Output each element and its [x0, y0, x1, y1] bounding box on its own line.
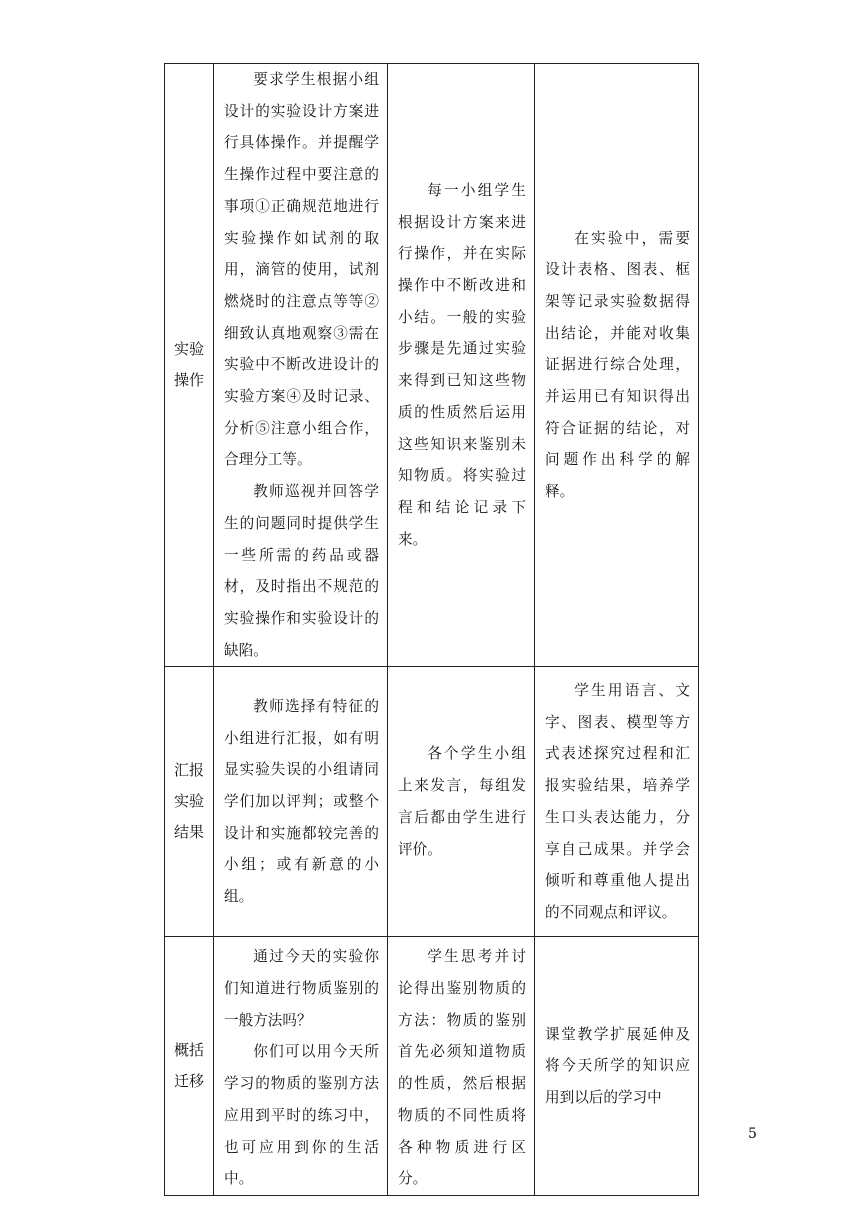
teacher-paragraph: 教师选择有特征的小组进行汇报，如有明显实验失误的小组请同学们加以评判；或整个设计和实施都较完善的小组；或有新意的小组。 [224, 697, 379, 906]
stage-label: 实验 [173, 340, 204, 359]
student-activity-cell [388, 667, 535, 937]
teacher-paragraph: 通过今天的实验你们知道进行物质鉴别的一般方法吗？ [224, 948, 379, 1029]
teacher-activity-cell [214, 667, 388, 937]
stage-label: 实验 [173, 792, 204, 811]
student-activity-cell [388, 937, 535, 1196]
intent-paragraph: 学生用语言、文字、图表、模型等方式表述探究过程和汇报实验结果，培养学生口头表达能力，分享自己成果。并学会倾听和尊重他人提出的不同观点和评议。 [545, 682, 690, 921]
student-paragraph: 各个学生小组上来发言，每组发言后都由学生进行评价。 [398, 745, 526, 858]
design-intent-cell [535, 937, 699, 1196]
lesson-plan-table [164, 63, 699, 1196]
stage-label: 结果 [173, 823, 204, 842]
stage-label: 操作 [173, 371, 204, 390]
student-activity-cell [388, 64, 535, 667]
teacher-paragraph: 要求学生根据小组设计的实验设计方案进行具体操作。并提醒学生操作过程中要注意的事项①正确规范地进行实验操作如试剂的取用，滴管的使用，试剂燃烧时的注意点等等②细致认真地观察③需在实验中不断改进设计的实验方案④及时记录、分析⑤注意小组合作，合理分工等。 [224, 71, 379, 469]
stage-label: 概括 [173, 1041, 204, 1060]
teacher-paragraph: 你们可以用今天所学习的物质的鉴别方法应用到平时的练习中，也可应用到你的生活中。 [224, 1043, 379, 1188]
stage-cell [165, 937, 214, 1196]
design-intent-cell [535, 64, 699, 667]
student-paragraph: 每一小组学生根据设计方案来进行操作，并在实际操作中不断改进和小结。一般的实验步骤是先通过实验来得到已知这些物质的性质然后运用这些知识来鉴别未知物质。将实验过程和结论记录下来。 [398, 181, 526, 548]
stage-cell [165, 667, 214, 937]
intent-paragraph: 在实验中，需要设计表格、图表、框架等记录实验数据得出结论，并能对收集证据进行综合处理，并运用已有知识得出符合证据的结论，对问题作出科学的解释。 [545, 229, 690, 501]
teacher-activity-cell [214, 937, 388, 1196]
student-paragraph: 学生思考并讨论得出鉴别物质的方法：物质的鉴别首先必须知道物质的性质，然后根据物质的不同性质将各种物质进行区分。 [398, 948, 526, 1188]
teacher-activity-cell [214, 64, 388, 667]
stage-label: 汇报 [173, 761, 204, 780]
design-intent-cell [535, 667, 699, 937]
table-row [165, 937, 699, 1196]
intent-paragraph: 课堂教学扩展延伸及将今天所学的知识应用到以后的学习中 [545, 1025, 690, 1107]
page-number: 5 [748, 1126, 757, 1142]
teacher-paragraph: 教师巡视并回答学生的问题同时提供学生一些所需的药品或器材，及时指出不规范的实验操作和实验设计的缺陷。 [224, 483, 379, 659]
stage-label: 迁移 [173, 1072, 204, 1091]
stage-cell [165, 64, 214, 667]
table-row [165, 667, 699, 937]
table-row [165, 64, 699, 667]
